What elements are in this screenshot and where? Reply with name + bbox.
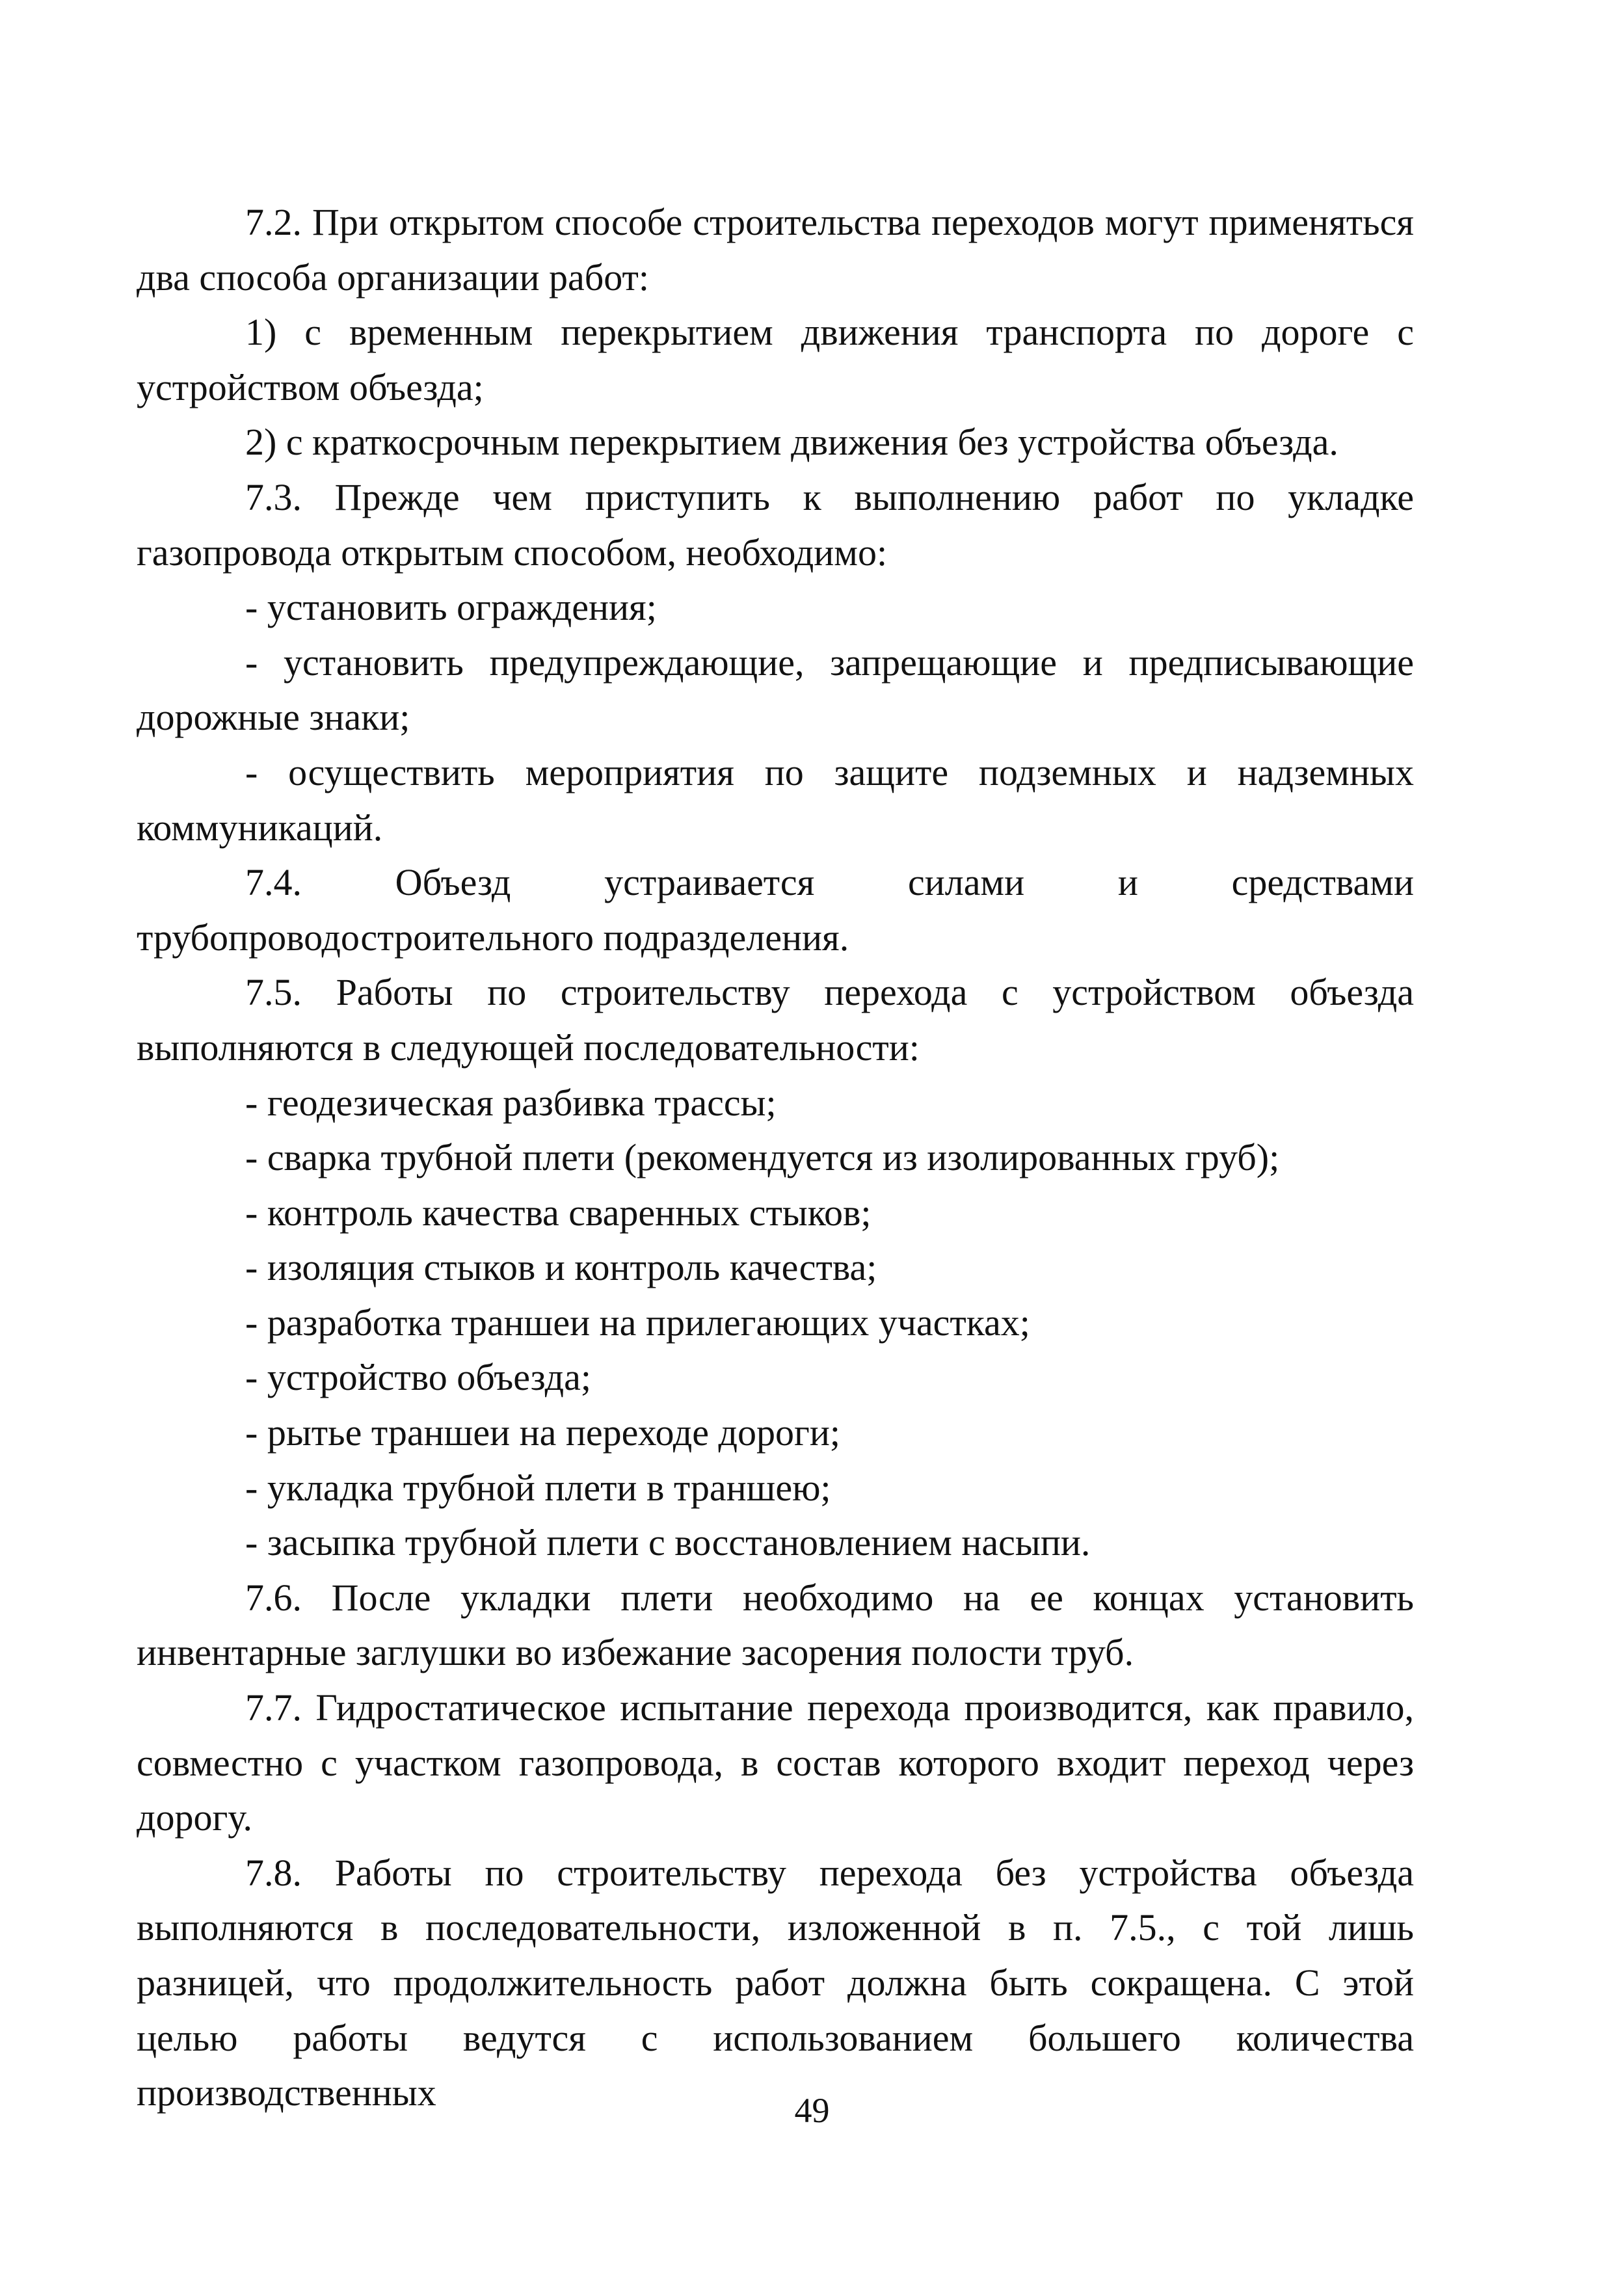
list-item-fencing: - установить ограждения;	[245, 586, 657, 629]
list-item-option-2: 2) с краткосрочным перекрытием движения без устройства объезда.	[245, 421, 1338, 464]
list-item-survey: - геодезическая разбивка трассы;	[245, 1081, 777, 1124]
list-item-trench-adjacent: - разработка траншеи на прилегающих участках;	[245, 1301, 1030, 1344]
list-item-insulation: - изоляция стыков и контроль качества;	[245, 1246, 877, 1289]
paragraph-7-7: 7.7. Гидростатическое испытание перехода производится, как правило, совместно с участком газопровода, в состав которого входит переход через дорогу.	[137, 1686, 1414, 1839]
paragraph-7-5: 7.5. Работы по строительству перехода с устройством объезда выполняются в следующей последовательности:	[137, 971, 1414, 1069]
list-item-trench-crossing: - рытье траншеи на переходе дороги;	[245, 1411, 840, 1454]
list-item-detour: - устройство объезда;	[245, 1356, 591, 1399]
list-item-laying: - укладка трубной плети в траншею;	[245, 1466, 831, 1509]
paragraph-7-2: 7.2. При открытом способе строительства переходов могут применяться два способа организации работ:	[137, 201, 1414, 299]
paragraph-7-8: 7.8. Работы по строительству перехода без устройства объезда выполняются в последовательности, изложенной в п. 7.5., с той лишь разницей, что продолжительность работ должна быть сокращена. С этой целью работы ведутся с использованием большего количества производственных	[137, 1851, 1414, 2114]
paragraph-7-6: 7.6. После укладки плети необходимо на ее концах установить инвентарные заглушки во избежание засорения полости труб.	[137, 1576, 1414, 1674]
list-item-road-signs: - установить предупреждающие, запрещающие и предписывающие дорожные знаки;	[137, 641, 1414, 739]
list-item-utilities-protection: - осуществить мероприятия по защите подземных и надземных коммуникаций.	[137, 751, 1414, 849]
paragraph-7-4: 7.4. Объезд устраивается силами и средствами трубопроводостроительного подразделения.	[137, 861, 1414, 959]
page-body-text	[137, 195, 1414, 2121]
list-item-option-1: 1) с временным перекрытием движения транспорта по дороге с устройством объезда;	[137, 311, 1414, 408]
list-item-backfill: - засыпка трубной плети с восстановлением насыпи.	[245, 1521, 1091, 1564]
page-number: 49	[794, 2091, 830, 2130]
paragraph-7-3: 7.3. Прежде чем приступить к выполнению работ по укладке газопровода открытым способом, необходимо:	[137, 475, 1414, 574]
list-item-weld-control: - контроль качества сваренных стыков;	[245, 1191, 872, 1234]
list-item-welding: - сварка трубной плети (рекомендуется из изолированных груб);	[245, 1136, 1280, 1179]
